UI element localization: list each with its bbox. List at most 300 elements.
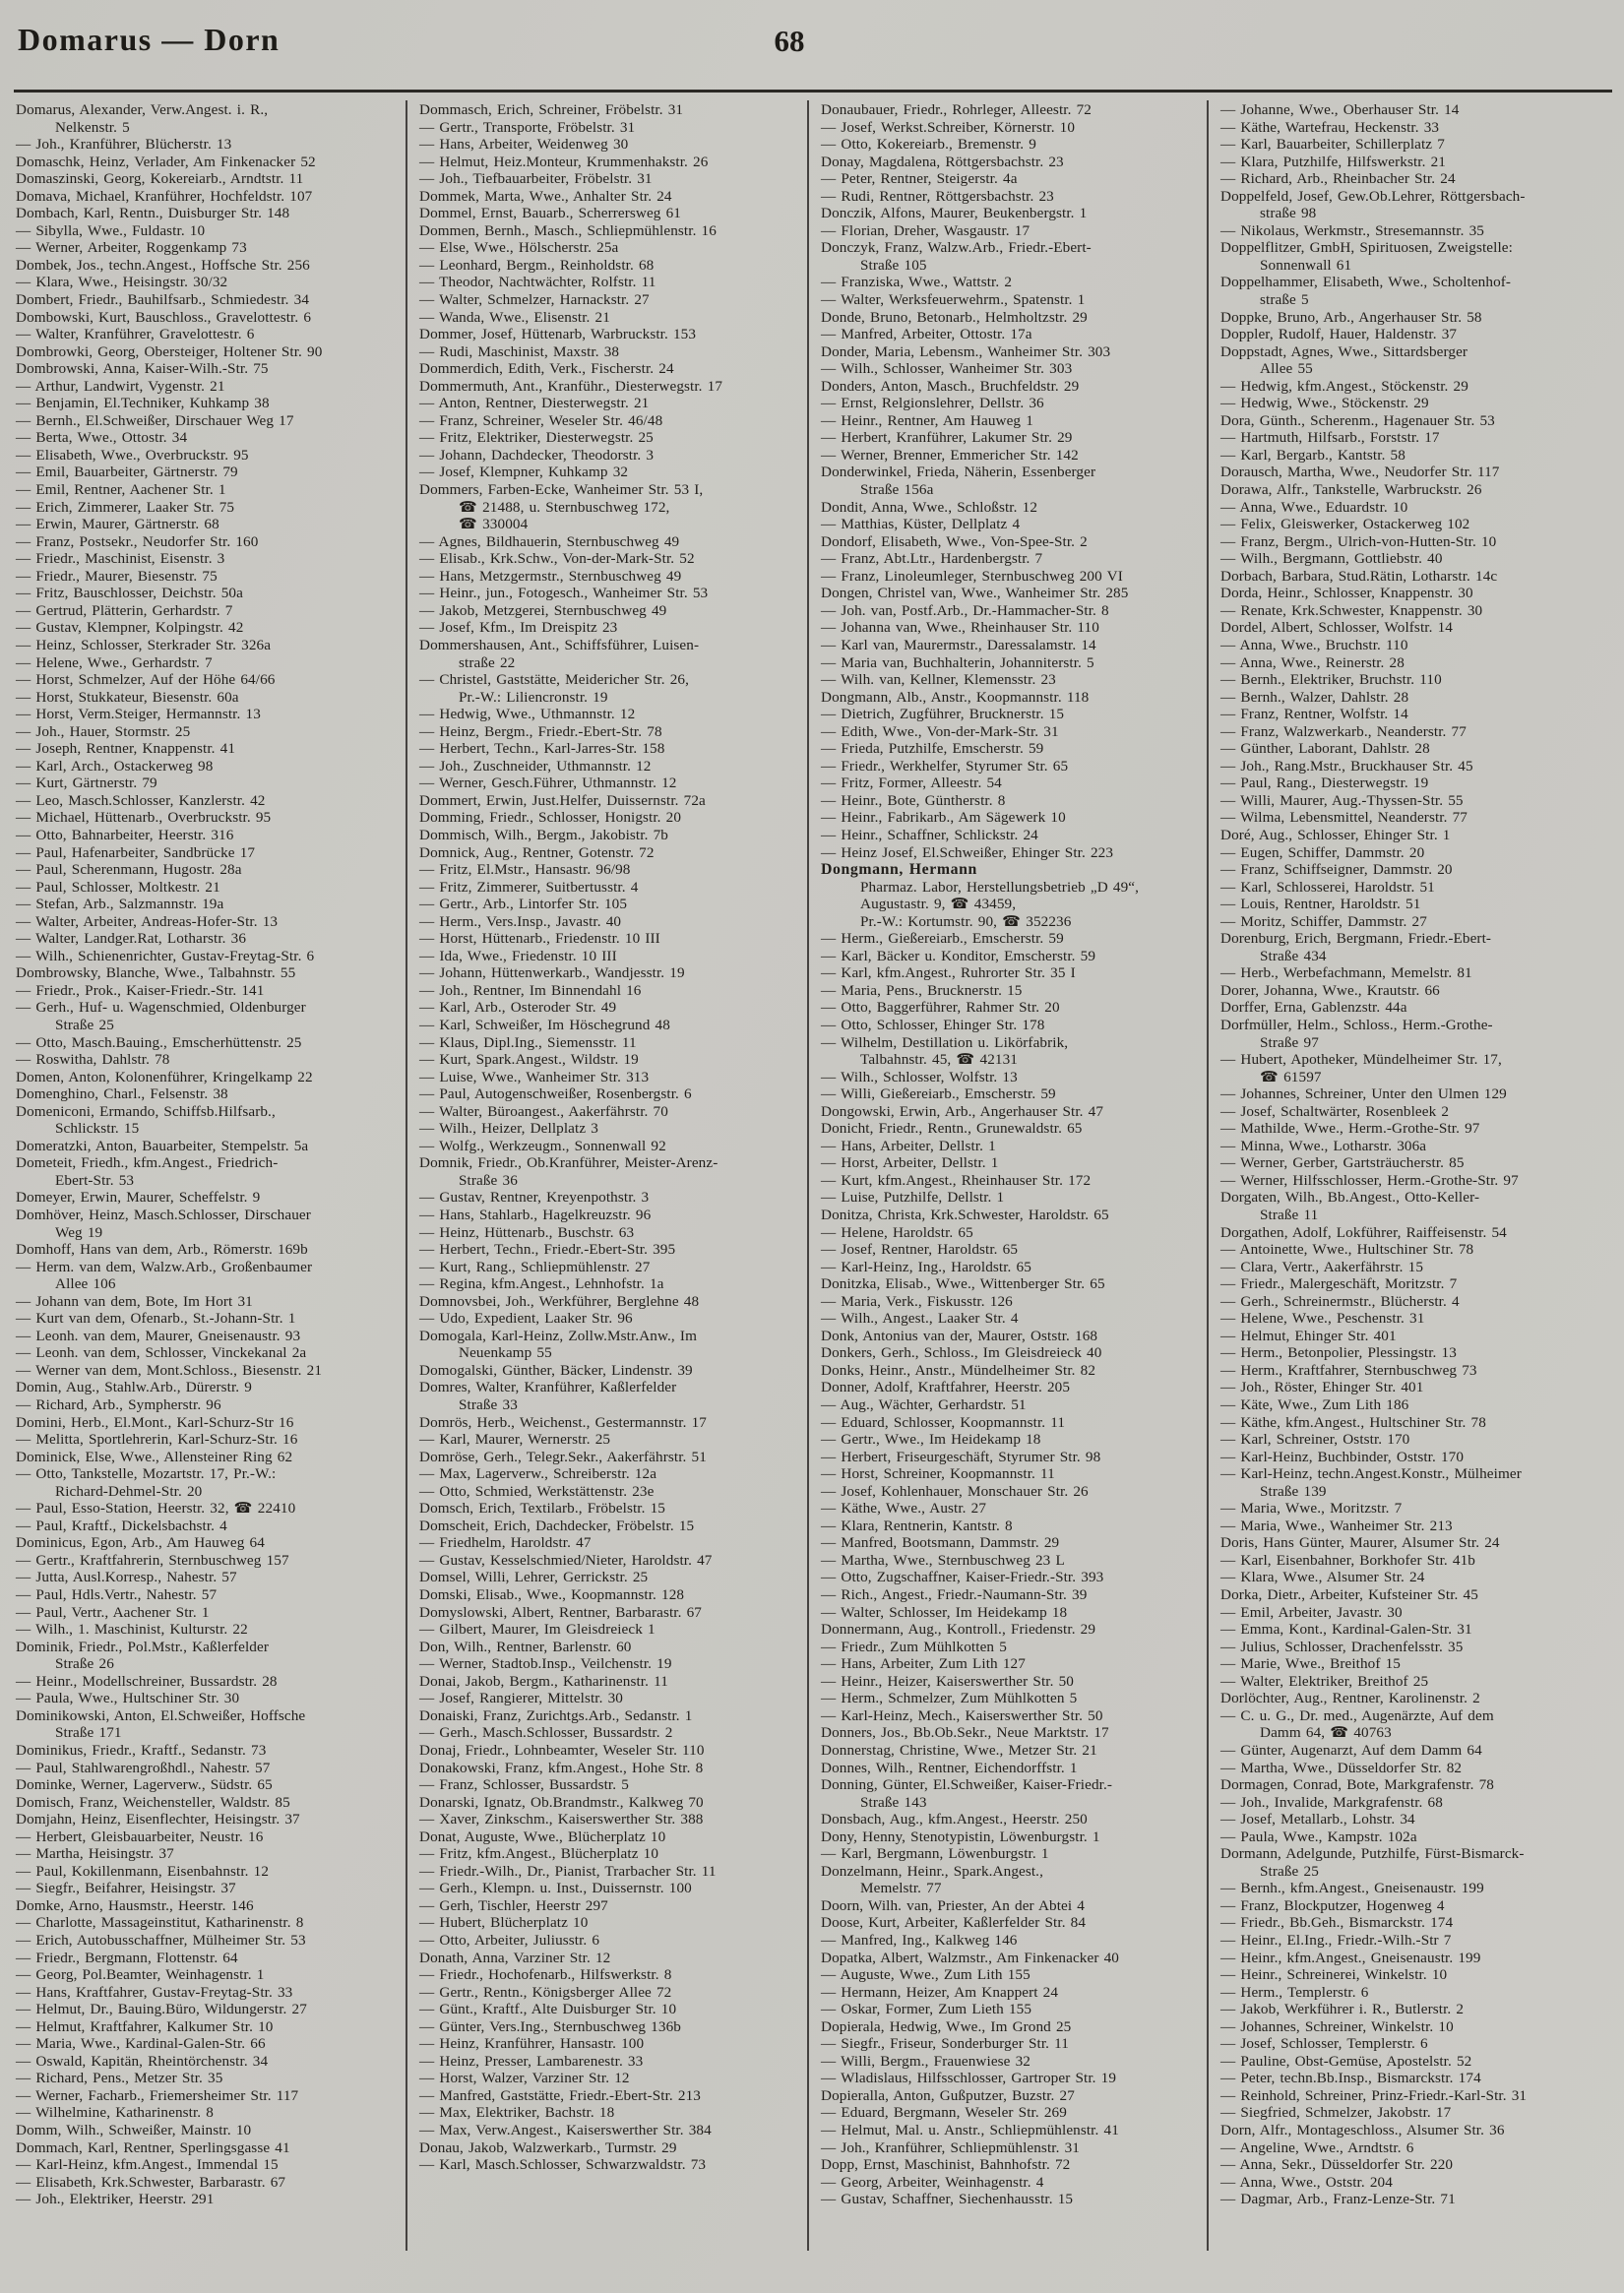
directory-line: — Heinr., El.Ing., Friedr.-Wilh.-Str 7 <box>1220 1931 1452 1949</box>
directory-line: — Gustav, Rentner, Kreyenpothstr. 3 <box>419 1189 650 1207</box>
directory-line: Dommermuth, Ant., Kranführ., Diesterwegstr. 17 <box>419 377 723 395</box>
directory-line: Dombach, Karl, Rentn., Duisburger Str. 148 <box>16 205 290 222</box>
directory-line: — Emil, Arbeiter, Javastr. 30 <box>1220 1603 1403 1621</box>
directory-line: Donaubauer, Friedr., Rohrleger, Alleestr. 72 <box>821 101 1092 118</box>
directory-line: Dopatka, Albert, Walzmstr., Am Finkenacker 40 <box>821 1949 1119 1966</box>
directory-line: — Friedr., Zum Mühlkotten 5 <box>821 1638 1007 1655</box>
directory-line: Dommert, Erwin, Just.Helfer, Duissernstr. 72a <box>419 791 706 809</box>
directory-line: — Martha, Wwe., Düsseldorfer Str. 82 <box>1220 1759 1463 1776</box>
directory-line: — Bernh., kfm.Angest., Gneisenaustr. 199 <box>1220 1880 1484 1897</box>
directory-line: — Anna, Wwe., Oststr. 204 <box>1220 2173 1393 2191</box>
directory-line: — Wilh., Heizer, Dellplatz 3 <box>419 1120 598 1138</box>
directory-line: straße 22 <box>459 653 516 671</box>
directory-line: Donitza, Christa, Krk.Schwester, Haroldstr. 65 <box>821 1207 1109 1223</box>
directory-line: — Heinr., jun., Fotogesch., Wanheimer Str. 53 <box>419 585 709 602</box>
directory-line: Dora, Günth., Scherenm., Hagenauer Str. 53 <box>1220 411 1495 429</box>
directory-line: Sonnenwall 61 <box>1260 256 1352 274</box>
directory-line: — Kurt, kfm.Angest., Rheinhauser Str. 172 <box>821 1171 1092 1189</box>
directory-line: — Angeline, Wwe., Arndtstr. 6 <box>1220 2138 1414 2156</box>
directory-line: — Luise, Putzhilfe, Dellstr. 1 <box>821 1189 1005 1207</box>
directory-line: Dorlöchter, Aug., Rentner, Karolinenstr. 2 <box>1220 1690 1480 1707</box>
directory-line: — Gertr., Arb., Lintorfer Str. 105 <box>419 896 628 913</box>
directory-line: — Wilh. van, Kellner, Klemensstr. 23 <box>821 671 1056 689</box>
directory-line: — Horst, Verm.Steiger, Hermannstr. 13 <box>16 706 261 723</box>
directory-line: — Helmut, Heiz.Monteur, Krummenhakstr. 26 <box>419 153 709 170</box>
directory-line: Dommershausen, Ant., Schiffsführer, Luisen- <box>419 636 700 653</box>
directory-line: — Wladislaus, Hilfsschlosser, Gartroper Str. 19 <box>821 2070 1117 2087</box>
directory-line: Straße 171 <box>55 1724 122 1742</box>
directory-line: — Friedr., Bb.Geh., Bismarckstr. 174 <box>1220 1914 1454 1932</box>
directory-line: — Reinhold, Schreiner, Prinz-Friedr.-Karl-Str. 31 <box>1220 2086 1528 2104</box>
directory-line: — Werner van dem, Mont.Schloss., Biesenstr. 21 <box>16 1361 323 1379</box>
directory-line: — Anna, Wwe., Eduardstr. 10 <box>1220 498 1408 516</box>
directory-line: Augustastr. 9, ☎ 43459, <box>860 896 1017 913</box>
directory-line: — Willi, Gießereiarb., Emscherstr. 59 <box>821 1085 1056 1103</box>
directory-line: — Jakob, Metzgerei, Sternbuschweg 49 <box>419 601 667 619</box>
directory-line: — Max, Verw.Angest., Kaiserswerther Str. 384 <box>419 2121 712 2138</box>
directory-line: Domscheit, Erich, Dachdecker, Fröbelstr. 15 <box>419 1517 695 1534</box>
directory-line: Talbahnstr. 45, ☎ 42131 <box>860 1051 1019 1069</box>
directory-line: Domini, Herb., El.Mont., Karl-Schurz-Str 16 <box>16 1413 294 1431</box>
directory-line: — Elisab., Krk.Schw., Von-der-Mark-Str. 52 <box>419 550 695 568</box>
directory-line: — Clara, Vertr., Aakerfährstr. 15 <box>1220 1258 1424 1275</box>
directory-line: Straße 25 <box>1260 1862 1319 1880</box>
directory-line: — Dagmar, Arb., Franz-Lenze-Str. 71 <box>1220 2191 1456 2208</box>
directory-line: — Friedr., Hochofenarb., Hilfswerkstr. 8 <box>419 1966 672 1984</box>
directory-line: — Anton, Rentner, Diesterwegstr. 21 <box>419 395 650 412</box>
directory-line: — Heinz, Schlosser, Sterkrader Str. 326a <box>16 636 272 653</box>
directory-line: Straße 434 <box>1260 947 1327 964</box>
directory-line: Allee 106 <box>55 1275 116 1293</box>
directory-line: — Christel, Gaststätte, Meidericher Str. 26, <box>419 671 690 689</box>
directory-line: Dorda, Heinr., Schlosser, Knappenstr. 30 <box>1220 585 1473 602</box>
directory-line: — Kurt, Spark.Angest., Wildstr. 19 <box>419 1051 639 1069</box>
directory-line: — Paul, Rang., Diesterwegstr. 19 <box>1220 775 1429 792</box>
directory-line: Donnerstag, Christine, Wwe., Metzer Str. 21 <box>821 1741 1097 1759</box>
directory-line: — Horst, Arbeiter, Dellstr. 1 <box>821 1154 999 1172</box>
directory-line: — Eugen, Schiffer, Dammstr. 20 <box>1220 843 1425 861</box>
directory-line: — Josef, Rangierer, Mittelstr. 30 <box>419 1690 624 1707</box>
directory-line: Domhöver, Heinz, Masch.Schlosser, Dirschauer <box>16 1207 311 1223</box>
directory-line: Dorer, Johanna, Wwe., Krautstr. 66 <box>1220 981 1440 999</box>
directory-line: Domhoff, Hans van dem, Arb., Römerstr. 169b <box>16 1241 308 1259</box>
directory-line: Dopierala, Hedwig, Wwe., Im Grond 25 <box>821 2017 1072 2035</box>
directory-line: — Max, Lagerverw., Schreiberstr. 12a <box>419 1465 657 1483</box>
directory-line: Donczyk, Franz, Walzw.Arb., Friedr.-Ebert- <box>821 239 1092 257</box>
directory-line: Donner, Adolf, Kraftfahrer, Heerstr. 205 <box>821 1379 1071 1396</box>
directory-line: Domisch, Franz, Weichensteller, Waldstr. 85 <box>16 1793 290 1811</box>
directory-line: — Walter, Büroangest., Aakerfährstr. 70 <box>419 1102 668 1120</box>
directory-line: — Hans, Kraftfahrer, Gustav-Freytag-Str. 33 <box>16 1983 293 2001</box>
directory-line: — Benjamin, El.Techniker, Kuhkamp 38 <box>16 395 270 412</box>
directory-line: — Walter, Schmelzer, Harnackstr. 27 <box>419 291 650 309</box>
directory-line: — Paula, Wwe., Kampstr. 102a <box>1220 1828 1417 1845</box>
directory-line: — Eduard, Bergmann, Weseler Str. 269 <box>821 2104 1067 2122</box>
directory-line: Doris, Hans Günter, Maurer, Alsumer Str. 24 <box>1220 1534 1500 1552</box>
directory-line: Domen, Anton, Kolonenführer, Kringelkamp 22 <box>16 1068 313 1085</box>
directory-line: Dommasch, Erich, Schreiner, Fröbelstr. 31 <box>419 101 684 118</box>
directory-line: — Rudi, Rentner, Röttgersbachstr. 23 <box>821 187 1054 205</box>
directory-line: Donder, Maria, Lebensm., Wanheimer Str. 303 <box>821 342 1111 360</box>
directory-line: — Herm., Kraftfahrer, Sternbuschweg 73 <box>1220 1361 1477 1379</box>
directory-line: — Else, Wwe., Hölscherstr. 25a <box>419 239 619 257</box>
directory-line: — Karl-Heinz, techn.Angest.Konstr., Mülheimer <box>1220 1465 1522 1483</box>
directory-line: Doppelhammer, Elisabeth, Wwe., Scholtenhof- <box>1220 274 1512 291</box>
directory-line: — Maria, Wwe., Moritzstr. 7 <box>1220 1500 1403 1518</box>
directory-line: Domyslowski, Albert, Rentner, Barbarastr. 67 <box>419 1603 702 1621</box>
directory-line: — Elisabeth, Krk.Schwester, Barbarastr. 67 <box>16 2173 286 2191</box>
directory-line: Domming, Friedr., Schlosser, Honigstr. 20 <box>419 809 682 827</box>
directory-line: Dorbach, Barbara, Stud.Rätin, Lotharstr. 14c <box>1220 567 1498 585</box>
directory-line: — Paul, Esso-Station, Heerstr. 32, ☎ 22410 <box>16 1500 296 1518</box>
directory-line: — Louis, Rentner, Haroldstr. 51 <box>1220 896 1421 913</box>
directory-line: Pr.-W.: Liliencronstr. 19 <box>459 688 608 706</box>
directory-line: — Leonh. van dem, Schlosser, Vinckekanal 2a <box>16 1344 307 1362</box>
directory-line: Straße 143 <box>860 1793 927 1811</box>
directory-line: Domm, Wilh., Schweißer, Mainstr. 10 <box>16 2121 252 2138</box>
directory-line: Dormann, Adelgunde, Putzhilfe, Fürst-Bismarck- <box>1220 1845 1525 1863</box>
directory-line: — Kurt van dem, Ofenarb., St.-Johann-Str. 1 <box>16 1310 296 1328</box>
directory-line: — Wilh., 1. Maschinist, Kulturstr. 22 <box>16 1621 248 1639</box>
directory-line: — Aug., Wächter, Gerhardstr. 51 <box>821 1396 1027 1414</box>
directory-line: — Paul, Hafenarbeiter, Sandbrücke 17 <box>16 843 256 861</box>
directory-line: — Maria van, Buchhalterin, Johanniterstr. 5 <box>821 653 1094 671</box>
directory-line: — Friedr., Maurer, Biesenstr. 75 <box>16 567 218 585</box>
directory-line: — Friedr., Werkhelfer, Styrumer Str. 65 <box>821 757 1069 775</box>
directory-line: Donau, Jakob, Walzwerkarb., Turmstr. 29 <box>419 2138 677 2156</box>
directory-line: — Leo, Masch.Schlosser, Kanzlerstr. 42 <box>16 791 266 809</box>
directory-line: — Gerh., Masch.Schlosser, Bussardstr. 2 <box>419 1724 673 1742</box>
directory-line: Dommel, Ernst, Bauarb., Scherrersweg 61 <box>419 205 681 222</box>
directory-line: — Udo, Expedient, Laaker Str. 96 <box>419 1310 633 1328</box>
directory-line: Domeratzki, Anton, Bauarbeiter, Stempelstr. 5a <box>16 1137 309 1154</box>
directory-line: — Johanne, Wwe., Oberhauser Str. 14 <box>1220 101 1460 118</box>
directory-line: Doppstadt, Agnes, Wwe., Sittardsberger <box>1220 342 1468 360</box>
directory-line: straße 98 <box>1260 205 1317 222</box>
directory-line: — Emil, Rentner, Aachener Str. 1 <box>16 481 226 499</box>
directory-line: — Hedwig, kfm.Angest., Stöckenstr. 29 <box>1220 377 1468 395</box>
directory-line: Straße 25 <box>55 1016 114 1033</box>
directory-line: — Hubert, Apotheker, Mündelheimer Str. 17, <box>1220 1051 1502 1069</box>
directory-line: Straße 139 <box>1260 1482 1327 1500</box>
directory-line: — Heinr., kfm.Angest., Gneisenaustr. 199 <box>1220 1949 1481 1966</box>
directory-line: — Karl, Arch., Ostackerweg 98 <box>16 757 214 775</box>
directory-line: — Herbert, Kranführer, Lakumer Str. 29 <box>821 429 1073 447</box>
directory-line: — Rudi, Maschinist, Maxstr. 38 <box>419 342 620 360</box>
directory-line: Straße 33 <box>459 1396 518 1414</box>
directory-line: Doose, Kurt, Arbeiter, Kaßlerfelder Str. 84 <box>821 1914 1087 1932</box>
directory-line: — Karl-Heinz, Ing., Haroldstr. 65 <box>821 1258 1031 1275</box>
directory-line: — Franz, Schreiner, Weseler Str. 46/48 <box>419 411 663 429</box>
directory-line: — Günter, Vers.Ing., Sternbuschweg 136b <box>419 2017 681 2035</box>
directory-line: Dommerdich, Edith, Verk., Fischerstr. 24 <box>419 360 674 378</box>
directory-line: — Walter, Kranführer, Gravelottestr. 6 <box>16 326 255 343</box>
directory-line: Richard-Dehmel-Str. 20 <box>55 1482 203 1500</box>
directory-line: — Jakob, Werkführer i. R., Butlerstr. 2 <box>1220 2001 1465 2018</box>
directory-line: — Otto, Kokereiarb., Bremenstr. 9 <box>821 136 1036 154</box>
directory-line: — Bernh., Walzer, Dahlstr. 28 <box>1220 688 1409 706</box>
directory-line: Donath, Anna, Varziner Str. 12 <box>419 1949 611 1966</box>
directory-line: — Leonhard, Bergm., Reinholdstr. 68 <box>419 256 655 274</box>
directory-line: — Melitta, Sportlehrerin, Karl-Schurz-Str. 16 <box>16 1431 298 1449</box>
directory-line: — Käthe, Wwe., Austr. 27 <box>821 1500 987 1518</box>
directory-line: — Joh., Elektriker, Heerstr. 291 <box>16 2191 215 2208</box>
directory-line: Dombek, Jos., techn.Angest., Hoffsche Str. 256 <box>16 256 310 274</box>
directory-line: — Frieda, Putzhilfe, Emscherstr. 59 <box>821 740 1044 758</box>
directory-line: Dordel, Albert, Schlosser, Wolfstr. 14 <box>1220 619 1453 637</box>
directory-line: Donnes, Wilh., Rentner, Eichendorffstr. 1 <box>821 1759 1078 1776</box>
directory-line: — Anna, Sekr., Düsseldorfer Str. 220 <box>1220 2156 1454 2174</box>
directory-line: — Maria, Wwe., Kardinal-Galen-Str. 66 <box>16 2035 266 2053</box>
directory-line: — Eduard, Schlosser, Koopmannstr. 11 <box>821 1413 1066 1431</box>
directory-line: — Herb., Werbefachmann, Memelstr. 81 <box>1220 964 1472 982</box>
directory-line: Dombrowsky, Blanche, Wwe., Talbahnstr. 55 <box>16 964 296 982</box>
directory-line: Straße 105 <box>860 256 927 274</box>
directory-line: Donczik, Alfons, Maurer, Beukenbergstr. 1 <box>821 205 1088 222</box>
directory-line: — Karl, kfm.Angest., Ruhrorter Str. 35 I <box>821 964 1076 982</box>
directory-line: — Regina, kfm.Angest., Lehnhofstr. 1a <box>419 1275 664 1293</box>
directory-line: Dombowski, Kurt, Bauschloss., Gravelottestr. 6 <box>16 308 312 326</box>
directory-line: — Maria, Verk., Fiskusstr. 126 <box>821 1292 1013 1310</box>
directory-line: Dorausch, Martha, Wwe., Neudorfer Str. 117 <box>1220 464 1500 481</box>
directory-line: — Helene, Wwe., Gerhardstr. 7 <box>16 653 213 671</box>
directory-line: — Hedwig, Wwe., Uthmannstr. 12 <box>419 706 636 723</box>
directory-line: Domogalski, Günther, Bäcker, Lindenstr. 39 <box>419 1361 693 1379</box>
directory-line: — Josef, Werkst.Schreiber, Körnerstr. 10 <box>821 118 1076 136</box>
directory-line: — Wilh., Schlosser, Wolfstr. 13 <box>821 1068 1018 1085</box>
directory-line: — Werner, Facharb., Friemersheimer Str. 117 <box>16 2086 299 2104</box>
directory-line: — Oswald, Kapitän, Rheintörchenstr. 34 <box>16 2052 269 2070</box>
directory-line: Schlickstr. 15 <box>55 1120 140 1138</box>
directory-line: — Florian, Dreher, Wasgaustr. 17 <box>821 221 1031 239</box>
directory-line: Nelkenstr. 5 <box>55 118 130 136</box>
directory-line: — Paul, Scherenmann, Hugostr. 28a <box>16 861 242 879</box>
directory-line: Dominik, Friedr., Pol.Mstr., Kaßlerfelder <box>16 1638 269 1655</box>
directory-line: Domenghino, Charl., Felsenstr. 38 <box>16 1085 228 1103</box>
directory-line: — Wilh., Schlosser, Wanheimer Str. 303 <box>821 360 1073 378</box>
directory-line: — Joh., Kranführer, Schliepmühlenstr. 31 <box>821 2138 1080 2156</box>
directory-line: — Johann, Dachdecker, Theodorstr. 3 <box>419 446 655 464</box>
directory-line: — Karl, Schlosserei, Haroldstr. 51 <box>1220 878 1435 896</box>
directory-line: — Ida, Wwe., Friedenstr. 10 III <box>419 947 617 964</box>
directory-line: Dominick, Else, Wwe., Allensteiner Ring 62 <box>16 1448 293 1465</box>
directory-line: — Friedr., Bergmann, Flottenstr. 64 <box>16 1949 238 1966</box>
directory-line: — Paul, Stahlwarengroßhdl., Nahestr. 57 <box>16 1759 271 1776</box>
directory-line: — Johannes, Schreiner, Unter den Ulmen 129 <box>1220 1085 1507 1103</box>
directory-line: — Heinz, Kranführer, Hansastr. 100 <box>419 2035 645 2053</box>
directory-line: — Renate, Krk.Schwester, Knappenstr. 30 <box>1220 601 1483 619</box>
directory-line: — Heinr., Schaffner, Schlickstr. 24 <box>821 826 1038 843</box>
directory-line: — Heinz, Hüttenarb., Buschstr. 63 <box>419 1223 635 1241</box>
directory-line: Dominikowski, Anton, El.Schweißer, Hoffsche <box>16 1706 306 1724</box>
directory-line: — Heinr., Heizer, Kaiserswerther Str. 50 <box>821 1672 1074 1690</box>
directory-line: Doré, Aug., Schlosser, Ehinger Str. 1 <box>1220 826 1451 843</box>
directory-line: — Wilhelmine, Katharinenstr. 8 <box>16 2104 214 2122</box>
directory-line: — Otto, Arbeiter, Juliusstr. 6 <box>419 1931 600 1949</box>
directory-line: Dominke, Werner, Lagerverw., Südstr. 65 <box>16 1776 273 1794</box>
directory-line: — Jutta, Ausl.Korresp., Nahestr. 57 <box>16 1569 237 1586</box>
directory-line: — Fritz, El.Mstr., Hansastr. 96/98 <box>419 861 631 879</box>
directory-line: Dony, Henny, Stenotypistin, Löwenburgstr. 1 <box>821 1828 1100 1845</box>
directory-line: Domeyer, Erwin, Maurer, Scheffelstr. 9 <box>16 1189 261 1207</box>
directory-line: — Ernst, Relgionslehrer, Dellstr. 36 <box>821 395 1044 412</box>
directory-line: — Karl, Arb., Osteroder Str. 49 <box>419 999 617 1017</box>
directory-line: — Karl van, Maurermstr., Daressalamstr. 14 <box>821 636 1096 653</box>
page-header-title: Domarus — Dorn <box>18 22 281 57</box>
directory-line: — Manfred, Arbeiter, Ottostr. 17a <box>821 326 1032 343</box>
directory-line: — Gertr., Rentn., Königsberger Allee 72 <box>419 1983 672 2001</box>
directory-line: — Werner, Gesch.Führer, Uthmannstr. 12 <box>419 775 677 792</box>
directory-line: — Gertrud, Plätterin, Gerhardstr. 7 <box>16 601 233 619</box>
directory-line: — Peter, Rentner, Steigerstr. 4a <box>821 170 1018 188</box>
directory-line: — Luise, Wwe., Wanheimer Str. 313 <box>419 1068 650 1085</box>
directory-line: Donde, Bruno, Betonarb., Helmholtzstr. 29 <box>821 308 1088 326</box>
directory-line: — Herm., Betonpolier, Plessingstr. 13 <box>1220 1344 1457 1362</box>
directory-line: — Wolfg., Werkzeugm., Sonnenwall 92 <box>419 1137 666 1154</box>
directory-line: Domaszinski, Georg, Kokereiarb., Arndtstr. 11 <box>16 170 304 188</box>
directory-line: — Walter, Landger.Rat, Lotharstr. 36 <box>16 930 247 948</box>
directory-line: — Walter, Arbeiter, Andreas-Hofer-Str. 13 <box>16 912 279 930</box>
directory-line: — Josef, Rentner, Haroldstr. 65 <box>821 1241 1019 1259</box>
directory-line: — Maria, Pens., Brucknerstr. 15 <box>821 981 1023 999</box>
directory-line: — Gerh., Huf- u. Wagenschmied, Oldenburger <box>16 999 306 1017</box>
directory-line: — Theodor, Nachtwächter, Rolfstr. 11 <box>419 274 656 291</box>
directory-line: Domke, Arno, Hausmstr., Heerstr. 146 <box>16 1896 254 1914</box>
directory-line: Dorn, Alfr., Montageschloss., Alsumer Str. 36 <box>1220 2121 1505 2138</box>
directory-line: — Hans, Stahlarb., Hagelkreuzstr. 96 <box>419 1207 652 1223</box>
directory-line: Donaj, Friedr., Lohnbeamter, Weseler Str. 110 <box>419 1741 705 1759</box>
directory-line: — Kurt, Rang., Schliepmühlenstr. 27 <box>419 1258 651 1275</box>
directory-line: — Werner, Stadtob.Insp., Veilchenstr. 19 <box>419 1655 672 1673</box>
directory-line: — Michael, Hüttenarb., Overbruckstr. 95 <box>16 809 272 827</box>
directory-line: Domeniconi, Ermando, Schiffsb.Hilfsarb., <box>16 1102 276 1120</box>
directory-line: — Horst, Stukkateur, Biesenstr. 60a <box>16 688 239 706</box>
directory-line: — Wilhelm, Destillation u. Likörfabrik, <box>821 1033 1069 1051</box>
directory-line: — Gertr., Wwe., Im Heidekamp 18 <box>821 1431 1041 1449</box>
directory-line: — Friedr., Maschinist, Eisenstr. 3 <box>16 550 225 568</box>
directory-line: — C. u. G., Dr. med., Augenärzte, Auf dem <box>1220 1706 1494 1724</box>
directory-line: — Oskar, Former, Zum Lieth 155 <box>821 2001 1032 2018</box>
directory-line: — Paul, Vertr., Aachener Str. 1 <box>16 1603 210 1621</box>
directory-line: — Gustav, Schaffner, Siechenhausstr. 15 <box>821 2191 1074 2208</box>
directory-line: straße 5 <box>1260 291 1309 309</box>
directory-line: — Josef, Kohlenhauer, Monschauer Str. 26 <box>821 1482 1089 1500</box>
directory-line: — Karl, Schweißer, Im Höschegrund 48 <box>419 1016 670 1033</box>
directory-line: — Joh., Zuschneider, Uthmannstr. 12 <box>419 757 652 775</box>
directory-line: — Richard, Arb., Sympherstr. 96 <box>16 1396 221 1414</box>
directory-line: — Karl, Schreiner, Oststr. 170 <box>1220 1431 1410 1449</box>
directory-line: — Anna, Wwe., Reinerstr. 28 <box>1220 653 1405 671</box>
directory-line: — Hartmuth, Hilfsarb., Forststr. 17 <box>1220 429 1440 447</box>
directory-line: — Felix, Gleiswerker, Ostackerweg 102 <box>1220 516 1470 533</box>
directory-line: ☎ 21488, u. Sternbuschweg 172, <box>459 498 670 516</box>
directory-line: Damm 64, ☎ 40763 <box>1260 1724 1392 1742</box>
directory-line: Dombrowski, Anna, Kaiser-Wilh.-Str. 75 <box>16 360 269 378</box>
directory-line: — Peter, techn.Bb.Insp., Bismarckstr. 174 <box>1220 2070 1481 2087</box>
directory-line: — Maria, Wwe., Wanheimer Str. 213 <box>1220 1517 1453 1534</box>
directory-line: — Fritz, Zimmerer, Suitbertusstr. 4 <box>419 878 639 896</box>
directory-line: — Werner, Brenner, Emmericher Str. 142 <box>821 446 1079 464</box>
directory-line: — Johannes, Schreiner, Winkelstr. 10 <box>1220 2017 1454 2035</box>
directory-line: Dorawa, Alfr., Tankstelle, Warbruckstr. 26 <box>1220 481 1482 499</box>
directory-line: Straße 36 <box>459 1171 518 1189</box>
directory-line: Dorgaten, Wilh., Bb.Angest., Otto-Keller- <box>1220 1189 1480 1207</box>
directory-line: Ebert-Str. 53 <box>55 1171 135 1189</box>
column-divider-3 <box>1207 100 1209 2251</box>
directory-line: — Hans, Arbeiter, Weidenweg 30 <box>419 136 629 154</box>
directory-line: Dondorf, Elisabeth, Wwe., Von-Spee-Str. 2 <box>821 532 1088 550</box>
directory-line: — Matthias, Küster, Dellplatz 4 <box>821 516 1021 533</box>
directory-line: Donsbach, Aug., kfm.Angest., Heerstr. 250 <box>821 1811 1088 1828</box>
directory-line: — Siegfried, Schmelzer, Jakobstr. 17 <box>1220 2104 1452 2122</box>
directory-line: — Horst, Hüttenarb., Friedenstr. 10 III <box>419 930 660 948</box>
directory-line: Dongowski, Erwin, Arb., Angerhauser Str. 47 <box>821 1102 1104 1120</box>
directory-line: — Agnes, Bildhauerin, Sternbuschweg 49 <box>419 532 680 550</box>
directory-line: — Heinr., Schreinerei, Winkelstr. 10 <box>1220 1966 1448 1984</box>
directory-line: — Julius, Schlosser, Drachenfelsstr. 35 <box>1220 1638 1464 1655</box>
directory-line: — Klaus, Dipl.Ing., Siemensstr. 11 <box>419 1033 637 1051</box>
directory-line: Domogala, Karl-Heinz, Zollw.Mstr.Anw., Im <box>419 1327 697 1344</box>
directory-line: — Fritz, Former, Alleestr. 54 <box>821 775 1002 792</box>
directory-line: — Herm., Schmelzer, Zum Mühlkotten 5 <box>821 1690 1078 1707</box>
directory-line: — Willi, Bergm., Frauenwiese 32 <box>821 2052 1031 2070</box>
directory-column-3 <box>821 101 1205 2208</box>
directory-line: Straße 26 <box>55 1655 114 1673</box>
directory-line: — Karl-Heinz, Buchbinder, Oststr. 170 <box>1220 1448 1465 1465</box>
directory-line: — Emma, Kont., Kardinal-Galen-Str. 31 <box>1220 1621 1472 1639</box>
directory-line: — Joseph, Rentner, Knappenstr. 41 <box>16 740 236 758</box>
directory-line: — Otto, Schmied, Werkstättenstr. 23e <box>419 1482 655 1500</box>
directory-line: — Johann, Hüttenwerkarb., Wandjesstr. 19 <box>419 964 685 982</box>
directory-line: — Elisabeth, Wwe., Overbruckstr. 95 <box>16 446 249 464</box>
directory-line: Domrös, Herb., Weichenst., Gestermannstr. 17 <box>419 1413 707 1431</box>
directory-line: — Hubert, Blücherplatz 10 <box>419 1914 589 1932</box>
directory-line: — Käthe, Wartefrau, Heckenstr. 33 <box>1220 118 1440 136</box>
directory-line: Pharmaz. Labor, Herstellungsbetrieb „D 49“, <box>860 878 1140 896</box>
directory-line: — Paul, Autogenschweißer, Rosenbergstr. 6 <box>419 1085 692 1103</box>
directory-line: — Hans, Arbeiter, Dellstr. 1 <box>821 1137 996 1154</box>
directory-line: — Herbert, Techn., Friedr.-Ebert-Str. 395 <box>419 1241 676 1259</box>
directory-line: Domjahn, Heinz, Eisenflechter, Heisingstr. 37 <box>16 1811 300 1828</box>
directory-line: — Joh., Kranführer, Blücherstr. 13 <box>16 136 232 154</box>
directory-line: Straße 11 <box>1260 1207 1319 1223</box>
directory-line: — Herm. van dem, Walzw.Arb., Großenbaumer <box>16 1258 313 1275</box>
directory-line: — Karl, Bergarb., Kantstr. 58 <box>1220 446 1405 464</box>
directory-line: Dominicus, Egon, Arb., Am Hauweg 64 <box>16 1534 265 1552</box>
directory-line: — Willi, Maurer, Aug.-Thyssen-Str. 55 <box>1220 791 1464 809</box>
directory-line: Doppelfeld, Josef, Gew.Ob.Lehrer, Röttgersbach- <box>1220 187 1526 205</box>
directory-line: — Joh., Invalide, Markgrafenstr. 68 <box>1220 1793 1443 1811</box>
directory-line: — Herbert, Friseurgeschäft, Styrumer Str. 98 <box>821 1448 1101 1465</box>
directory-line: — Herm., Templerstr. 6 <box>1220 1983 1369 2001</box>
directory-line: Dorka, Dietr., Arbeiter, Kufsteiner Str. 45 <box>1220 1586 1478 1604</box>
directory-line: — Moritz, Schiffer, Dammstr. 27 <box>1220 912 1427 930</box>
directory-line: — Wilh., Angest., Laaker Str. 4 <box>821 1310 1019 1328</box>
directory-line: — Otto, Tankstelle, Mozartstr. 17, Pr.-W.: <box>16 1465 277 1483</box>
directory-line: — Wilma, Lebensmittel, Neanderstr. 77 <box>1220 809 1468 827</box>
directory-line: — Hedwig, Wwe., Stöckenstr. 29 <box>1220 395 1429 412</box>
directory-line: — Manfred, Ing., Kalkweg 146 <box>821 1931 1018 1949</box>
directory-line: — Otto, Bahnarbeiter, Heerstr. 316 <box>16 826 234 843</box>
directory-line: Domröse, Gerh., Telegr.Sekr., Aakerfährstr. 51 <box>419 1448 707 1465</box>
directory-line: — Friedhelm, Haroldstr. 47 <box>419 1534 592 1552</box>
directory-line: — Paul, Hdls.Vertr., Nahestr. 57 <box>16 1586 218 1604</box>
directory-line: — Erich, Autobusschaffner, Mülheimer Str. 53 <box>16 1931 306 1949</box>
directory-line: — Franziska, Wwe., Wattstr. 2 <box>821 274 1013 291</box>
directory-line: — Klara, Putzhilfe, Hilfswerkstr. 21 <box>1220 153 1446 170</box>
directory-line: — Kurt, Gärtnerstr. 79 <box>16 775 157 792</box>
directory-line: — Friedr., Prok., Kaiser-Friedr.-Str. 141 <box>16 981 265 999</box>
